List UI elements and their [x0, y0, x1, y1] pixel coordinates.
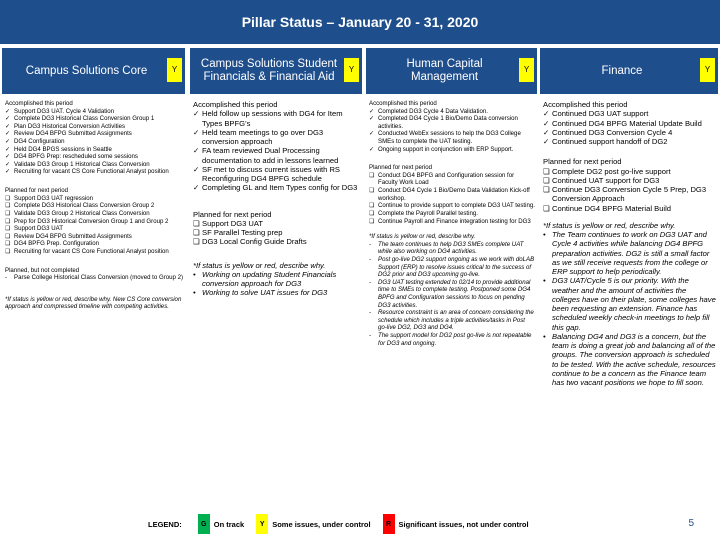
box-icon: ❏: [369, 171, 375, 179]
legend-item-red: [383, 514, 529, 534]
list-item: [369, 279, 535, 309]
planned-list: [543, 167, 716, 213]
accomplished-heading: Accomplished this period: [369, 100, 437, 107]
status-note: *If status is yellow or red, describe why.: [193, 260, 326, 270]
list-item-text: Support DG3 UAT regression: [14, 194, 94, 202]
list-item-text: DG4 BPFG Prep: rescheduled some sessions: [14, 153, 138, 161]
list-item-text: Conducted WebEx sessions to help the DG3 College SMEs to complete the UAT testing.: [378, 130, 521, 146]
list-item: [5, 248, 183, 256]
box-icon: ❏: [193, 237, 200, 247]
accomplished-heading: Accomplished this period: [543, 100, 628, 109]
check-icon: ✓: [543, 109, 550, 119]
not-completed-list: [5, 274, 183, 282]
dash-icon: -: [369, 309, 372, 317]
column-title: Finance: [601, 64, 643, 77]
list-item: [543, 167, 716, 176]
accomplished-heading: Accomplished this period: [193, 100, 278, 109]
dash-icon: -: [369, 332, 372, 340]
page-title-bar: [0, 0, 720, 44]
list-item-text: The Team continues to work on DG3 UAT and Cycle 4 activities while balancing DG4 BPFG preparation activities. DG2 is still a small factor as we still receive requests from the college or ERP support to help periodically.: [552, 230, 710, 276]
list-item-text: Continued DG3 UAT support: [552, 109, 649, 119]
list-item: [543, 332, 716, 388]
column-title: Campus Solutions Core: [25, 64, 148, 77]
accomplished-list: [193, 109, 360, 192]
box-icon: ❏: [5, 240, 11, 248]
list-item: [5, 168, 183, 176]
list-item: [369, 115, 535, 130]
list-item: [193, 146, 360, 165]
legend-text: Some issues, under control: [272, 519, 371, 529]
box-icon: ❏: [543, 166, 550, 176]
column-title: Human Capital Management: [406, 58, 483, 83]
status-note: *If status is yellow or red, describe why.: [543, 220, 676, 230]
page-title: Pillar Status – January 20 - 31, 2020: [241, 14, 479, 30]
not-completed-heading: Planned, but not completed: [5, 266, 80, 274]
list-item-text: Working to solve UAT issues for DG3: [202, 288, 328, 298]
list-item: [5, 218, 183, 226]
list-item: [369, 309, 535, 332]
page-number: 5: [688, 518, 694, 529]
check-icon: ✓: [369, 145, 375, 153]
list-item: [193, 128, 360, 147]
check-icon: ✓: [5, 138, 11, 146]
box-icon: ❏: [543, 185, 550, 194]
check-icon: ✓: [5, 168, 11, 176]
list-item-text: Complete DG3 Historical Class Conversion Group 2: [14, 202, 155, 210]
list-item: [5, 202, 183, 210]
status-note-list: [369, 241, 535, 348]
accomplished-heading: Accomplished this period: [5, 100, 73, 107]
list-item: [543, 276, 716, 332]
list-item: [369, 332, 535, 347]
planned-list: [5, 195, 183, 256]
column-body: [190, 94, 362, 298]
check-icon: ✓: [193, 127, 200, 137]
check-icon: ✓: [369, 107, 375, 115]
column-cs-financials: [190, 48, 362, 540]
box-icon: ❏: [193, 218, 200, 228]
list-item: [5, 195, 183, 203]
list-item-text: Plan DG3 Historical Conversion Activities: [14, 122, 126, 130]
list-item-text: Recruiting for vacant CS Core Functional Analyst position: [14, 168, 169, 176]
check-icon: ✓: [543, 127, 550, 137]
list-item: [543, 176, 716, 185]
check-icon: ✓: [5, 122, 11, 130]
list-item: [193, 270, 360, 289]
list-item: [369, 146, 535, 154]
list-item-text: SF met to discuss current issues with RS Reconfiguring DG4 BPFG schedule: [202, 164, 340, 183]
list-item-text: Continued DG4 BPFG Material Update Build: [552, 118, 702, 128]
list-item-text: Support DG3 UAT. Cycle 4 Validation: [14, 107, 115, 115]
list-item-text: Complete the Payroll Parallel testing.: [378, 209, 478, 217]
list-item: [5, 138, 183, 146]
list-item: [193, 288, 360, 297]
box-icon: ❏: [543, 175, 550, 185]
list-item-text: Completing GL and Item Types config for DG3: [202, 183, 358, 193]
column-header: [366, 48, 537, 94]
list-item: [5, 146, 183, 154]
list-item: [193, 228, 360, 237]
planned-heading: Planned for next period: [5, 187, 69, 195]
check-icon: ✓: [369, 130, 375, 138]
list-item: [193, 183, 360, 192]
list-item-text: Review DG4 BFPG Submitted Assignments: [14, 130, 132, 138]
list-item: [369, 187, 535, 202]
status-indicator: Y: [700, 58, 715, 82]
box-icon: ❏: [5, 217, 11, 225]
status-indicator: Y: [167, 58, 182, 82]
list-item: [369, 241, 535, 256]
planned-list: [193, 219, 360, 247]
list-item: [543, 185, 716, 204]
list-item: [369, 256, 535, 279]
list-item: [543, 119, 716, 128]
box-icon: ❏: [369, 209, 375, 217]
box-icon: ❏: [543, 203, 550, 213]
list-item-text: DG3 Local Config Guide Drafts: [202, 237, 307, 247]
list-item-text: Conduct DG4 BPFG and Configuration session for Faculty Work Load: [378, 171, 515, 187]
check-icon: ✓: [5, 153, 11, 161]
list-item-text: Balancing DG4 and DG3 is a concern, but the team is doing a great job and balancing all of the groups. The conversion approach is scheduled to be tested. With the active schedule, resources continue to be a concern as the Finance team has two vacant positions we hope to fill soon.: [552, 331, 716, 387]
dash-icon: -: [369, 278, 372, 286]
bullet-icon: •: [193, 269, 196, 279]
box-icon: ❏: [5, 202, 11, 210]
legend-swatch: G: [198, 514, 210, 534]
list-item-text: Continued DG3 Conversion Cycle 4: [552, 127, 673, 137]
box-icon: ❏: [369, 187, 375, 195]
legend: [148, 512, 541, 536]
list-item-text: DG3 UAT/Cycle 5 is our priority. With the weather and the amount of activities the colleges have on their plate, some colleges have been requesting an extension. Finance has scheduled weekly check-in meetings to help fill this gap.: [552, 276, 716, 332]
list-item-text: Continued support handoff of DG2: [552, 137, 668, 146]
box-icon: ❏: [369, 202, 375, 210]
list-item-text: Held DG4 BPGS sessions in Seattle: [14, 145, 112, 153]
list-item-text: Continue DG3 Conversion Cycle 5 Prep, DG3 Conversion Approach: [552, 185, 707, 204]
legend-text: Significant issues, not under control: [398, 519, 529, 529]
box-icon: ❏: [5, 209, 11, 217]
check-icon: ✓: [193, 109, 200, 119]
list-item: [5, 225, 183, 233]
list-item: [369, 210, 535, 218]
column-hcm: [366, 48, 537, 540]
dash-icon: -: [369, 240, 372, 248]
box-icon: ❏: [5, 194, 11, 202]
list-item-text: SF Parallel Testing prep: [202, 228, 283, 237]
box-icon: ❏: [193, 228, 200, 237]
check-icon: ✓: [543, 137, 550, 146]
list-item-text: Resource constraint is an area of concern considering the schedule which includes a triple activities/tasks in Post go-live DG2, DG3 and DG4.: [378, 309, 534, 332]
list-item: [5, 130, 183, 138]
accomplished-list: [543, 109, 716, 146]
list-item: [5, 274, 183, 282]
list-item-text: Held follow up sessions with DG4 for Item Types BPFG’s: [202, 109, 343, 128]
column-body: [2, 94, 185, 311]
check-icon: ✓: [543, 118, 550, 128]
check-icon: ✓: [193, 164, 200, 174]
list-item-text: The support model for DG2 post go-live is not repeatable for DG3 and ongoing.: [378, 332, 532, 347]
list-item-text: Complete DG3 Historical Class Conversion Group 1: [14, 115, 155, 123]
list-item-text: Conduct DG4 Cycle 1 Bio/Demo Data Validation Kick-off workshop.: [378, 187, 530, 202]
list-item: [543, 204, 716, 213]
list-item: [193, 219, 360, 228]
planned-list: [369, 172, 535, 225]
list-item-text: Continue DG4 BPFG Material Build: [552, 203, 672, 213]
list-item-text: Prep for DG3 Historical Conversion Group 1 and Group 2: [14, 217, 169, 225]
legend-swatch: R: [383, 514, 395, 534]
list-item: [5, 108, 183, 116]
list-item-text: Recruiting for vacant CS Core Functional Analyst position: [14, 247, 169, 255]
bullet-icon: •: [543, 276, 546, 286]
list-item: [5, 123, 183, 131]
list-item-text: Review DG4 BFPG Submitted Assignments: [14, 232, 132, 240]
list-item-text: Validate DG3 Group 2 Historical Class Conversion: [14, 209, 150, 217]
check-icon: ✓: [193, 183, 200, 193]
list-item: [5, 210, 183, 218]
status-indicator: Y: [519, 58, 534, 82]
list-item-text: Working on updating Student Financials conversion approach for DG3: [202, 269, 337, 288]
legend-text: On track: [213, 519, 245, 529]
bullet-icon: •: [543, 230, 546, 239]
list-item: [369, 218, 535, 226]
list-item: [5, 115, 183, 123]
accomplished-list: [369, 108, 535, 154]
check-icon: ✓: [5, 145, 11, 153]
list-item: [543, 137, 716, 146]
list-item-text: Completed DG3 Cycle 4 Data Validation.: [378, 107, 488, 115]
column-finance: [540, 48, 718, 540]
bullet-icon: •: [543, 331, 546, 341]
list-item: [543, 230, 716, 276]
box-icon: ❏: [5, 247, 11, 255]
list-item: [543, 128, 716, 137]
column-header: [2, 48, 185, 94]
status-note: *If status is yellow or red, describe why. New CS Core conversion approach and compressed timeline with competing activities.: [5, 295, 182, 311]
list-item-text: Held team meetings to go over DG3 conversion approach: [202, 127, 324, 146]
bullet-icon: •: [193, 288, 196, 298]
list-item-text: Support DG3 UAT: [202, 218, 264, 228]
list-item: [369, 172, 535, 187]
dash-icon: -: [369, 255, 372, 263]
list-item-text: Continued UAT support for DG3: [552, 175, 660, 185]
check-icon: ✓: [369, 115, 375, 123]
planned-heading: Planned for next period: [369, 164, 433, 172]
check-icon: ✓: [193, 146, 200, 156]
box-icon: ❏: [5, 232, 11, 240]
list-item: [5, 153, 183, 161]
list-item: [193, 165, 360, 184]
check-icon: ✓: [5, 130, 11, 138]
list-item: [193, 237, 360, 246]
list-item-text: Completed DG4 Cycle 1 Bio/Demo Data conversion activities.: [378, 115, 518, 130]
list-item-text: Parse College Historical Class Conversion (moved to Group 2): [14, 274, 184, 282]
status-note: *If status is yellow or red, describe why.: [369, 233, 476, 241]
planned-heading: Planned for next period: [543, 157, 622, 167]
status-indicator: Y: [344, 58, 359, 82]
box-icon: ❏: [369, 217, 375, 225]
legend-item-yellow: [256, 514, 370, 534]
list-item: [369, 108, 535, 116]
list-item-text: Complete DG2 post go-live support: [552, 166, 671, 176]
planned-heading: Planned for next period: [193, 209, 272, 219]
check-icon: ✓: [5, 107, 11, 115]
list-item: [5, 240, 183, 248]
check-icon: ✓: [5, 160, 11, 168]
legend-item-green: [198, 514, 244, 534]
list-item-text: Validate DG3 Group 1 Historical Class Conversion: [14, 160, 150, 168]
list-item: [543, 109, 716, 118]
list-item-text: Support DG3 UAT: [14, 225, 63, 233]
check-icon: ✓: [5, 115, 11, 123]
list-item-text: The team continues to help DG3 SMEs complete UAT while also working on DG4 activities.: [378, 240, 524, 256]
list-item-text: DG4 BPFG Prep. Configuration: [14, 240, 100, 248]
list-item: [5, 233, 183, 241]
status-note-list: [193, 270, 360, 298]
column-body: [366, 94, 537, 347]
list-item: [5, 161, 183, 169]
dash-icon: -: [5, 274, 8, 282]
list-item: [369, 130, 535, 145]
column-header: [190, 48, 362, 94]
accomplished-list: [5, 108, 183, 176]
legend-swatch: Y: [256, 514, 268, 534]
legend-label: LEGEND:: [148, 519, 182, 529]
list-item-text: FA team reviewed Dual Processing documentation to add in lessons learned: [202, 146, 339, 165]
column-body: [540, 94, 718, 387]
list-item-text: Continue to provide support to complete DG3 UAT testing.: [378, 202, 535, 210]
list-item: [369, 202, 535, 210]
column-cs-core: [2, 48, 185, 540]
box-icon: ❏: [5, 225, 11, 233]
list-item-text: Continue Payroll and Finance integration testing for DG3: [378, 217, 531, 225]
list-item-text: DG4 Configuration: [14, 138, 65, 146]
status-note-list: [543, 230, 716, 387]
list-item-text: Ongoing support in conjunction with ERP Support.: [378, 145, 514, 153]
column-header: [540, 48, 718, 94]
list-item-text: DG3 UAT testing extended to 02/14 to provide additional time to SMEs to complete testing. Postponed some DG4 BPFG and Configuration sessions to focus on pending DG3 activities.: [378, 278, 531, 309]
list-item-text: Post go-live DG2 support ongoing as we work with doLAB Support (ERP) to resolve issues critical to the success of DG2 prior and DG3 upcoming go-live.: [378, 255, 535, 279]
list-item: [193, 109, 360, 128]
column-title: Campus Solutions Student Financials & Financial Aid: [200, 58, 338, 83]
